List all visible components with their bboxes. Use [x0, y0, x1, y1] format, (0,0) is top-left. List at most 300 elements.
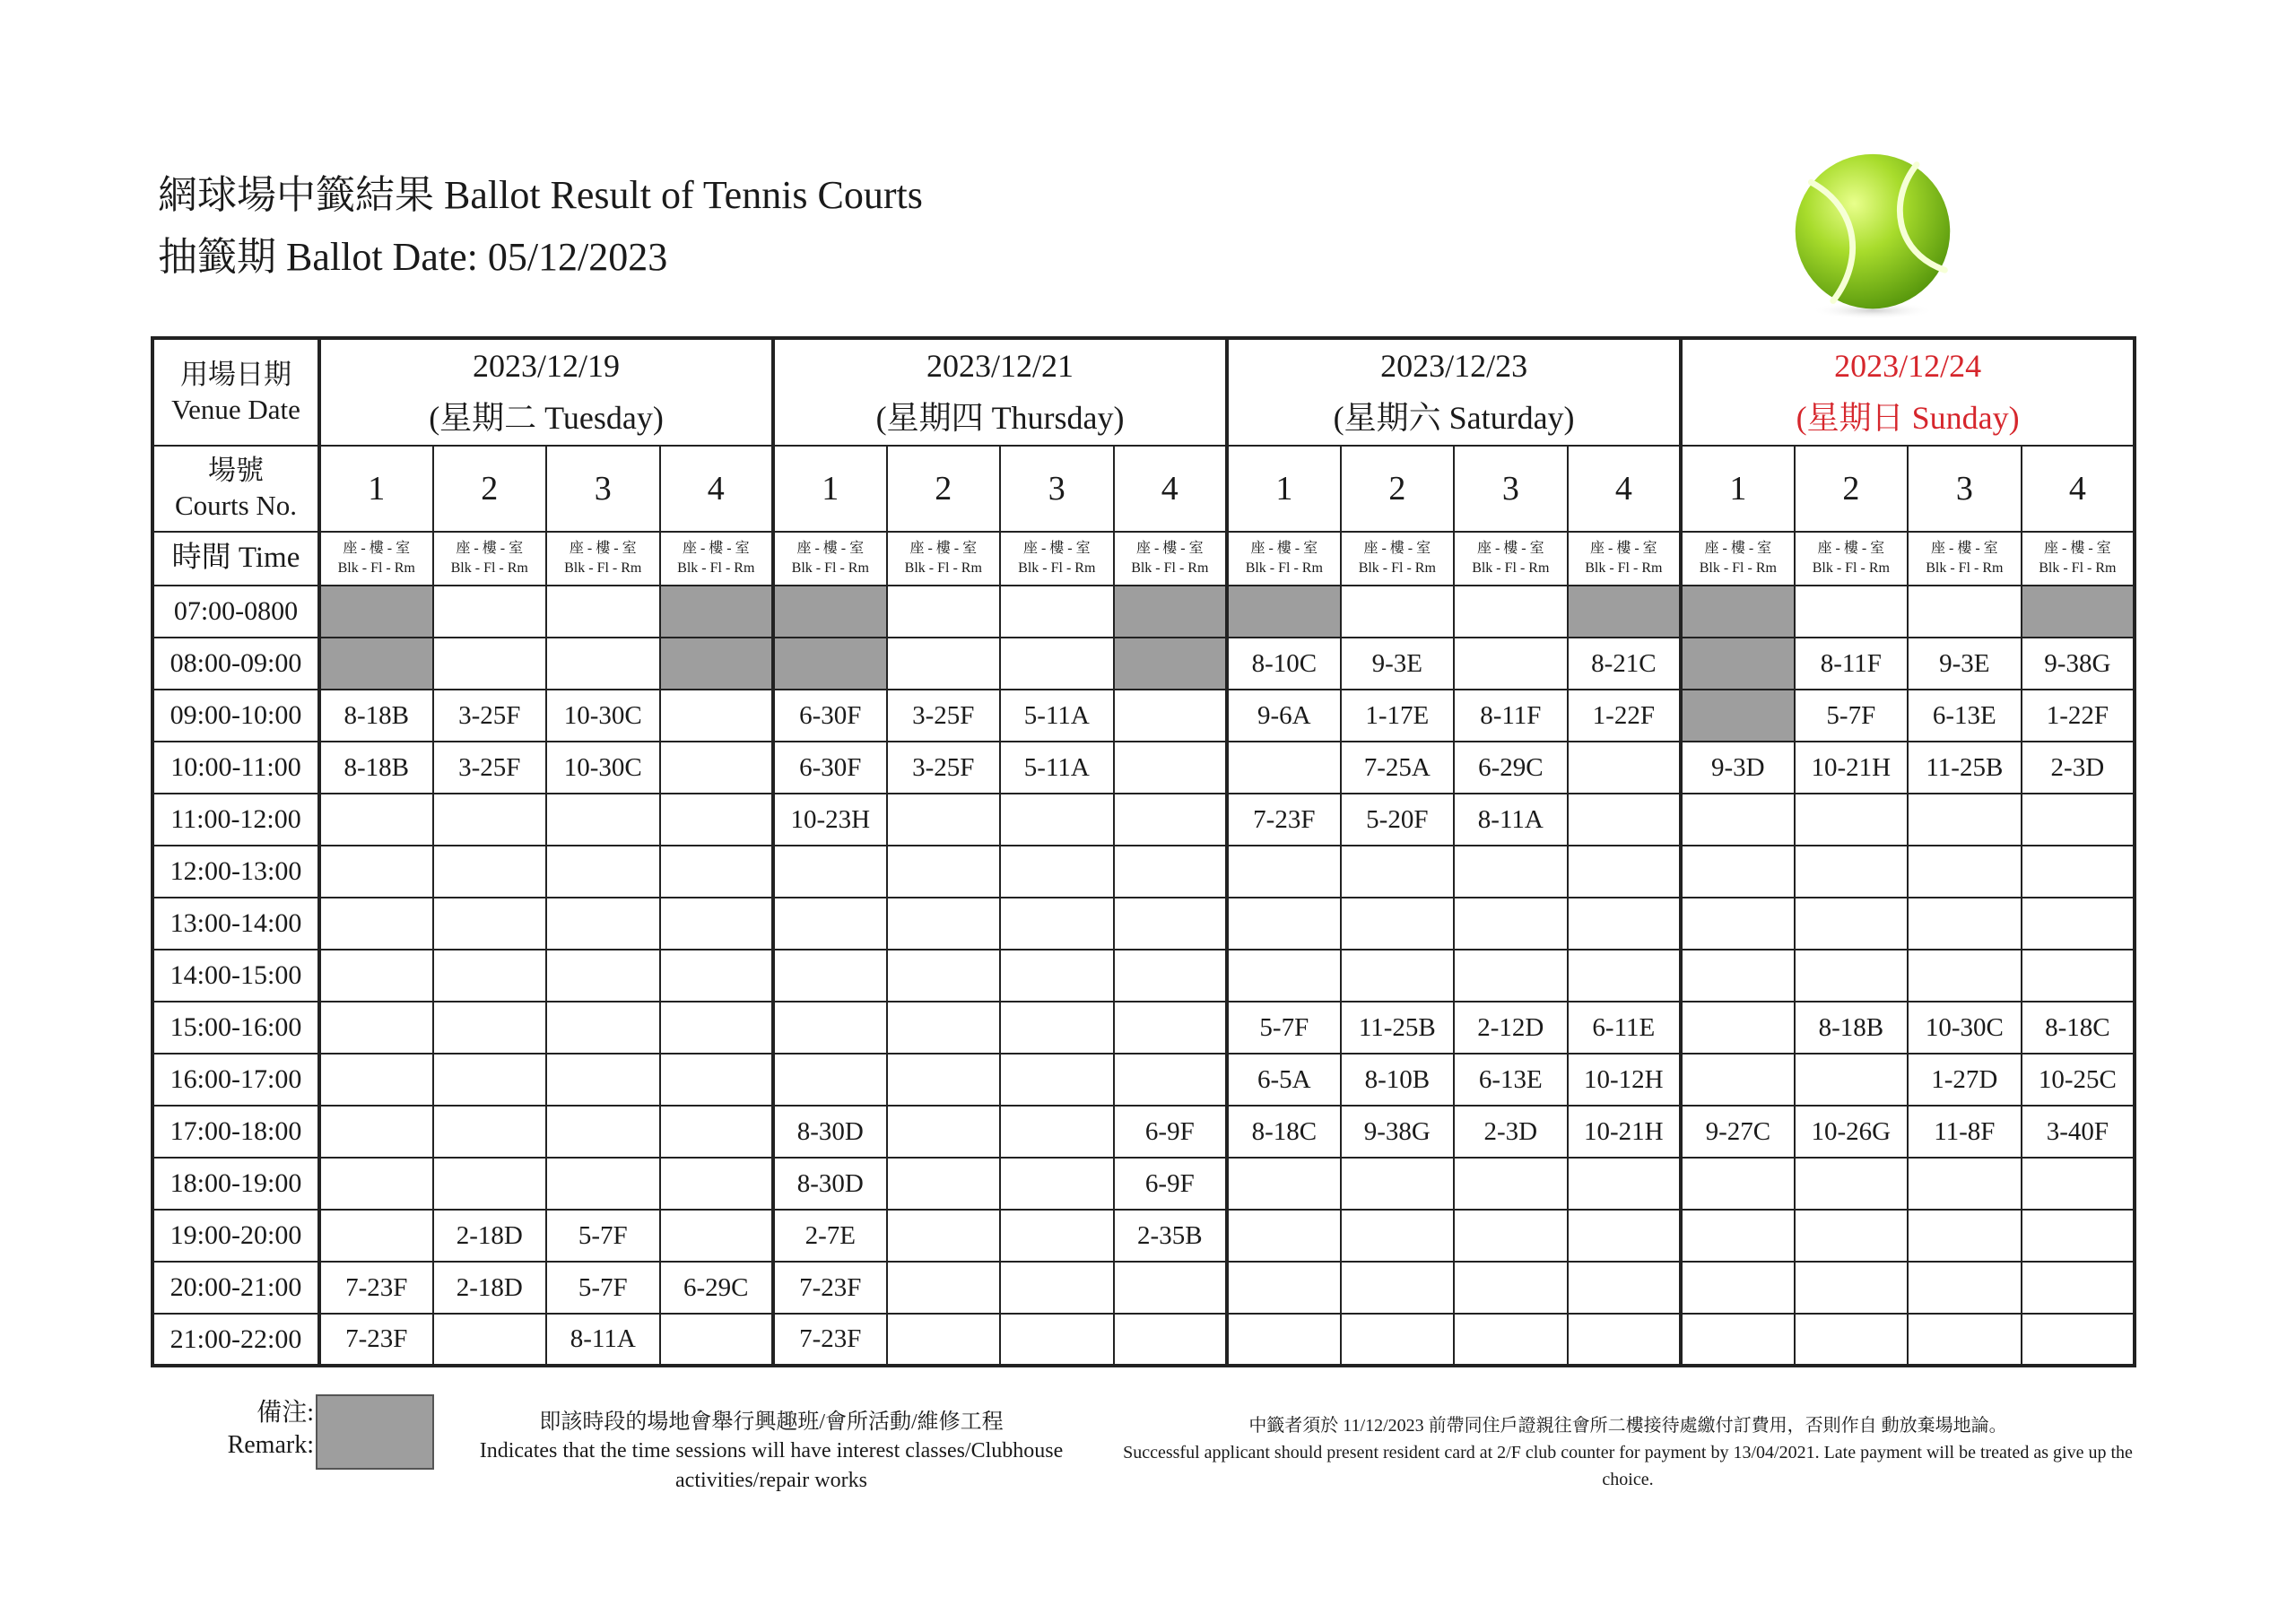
reserved-cell: [2022, 586, 2135, 638]
ballot-cell: 8-30D: [773, 1158, 887, 1210]
ballot-cell: 6-13E: [1908, 690, 2022, 742]
unit-header-en: Blk - Fl - Rm: [677, 560, 755, 576]
ballot-cell: [1795, 1262, 1909, 1314]
ballot-cell: [1795, 586, 1909, 638]
ballot-cell: 6-9F: [1114, 1158, 1228, 1210]
ballot-cell: 10-26G: [1795, 1106, 1909, 1158]
time-slot: 21:00-22:00: [152, 1314, 319, 1366]
unit-header: [660, 532, 774, 586]
ballot-cell: [660, 690, 774, 742]
unit-header-en: Blk - Fl - Rm: [1018, 560, 1096, 576]
ballot-cell: [1000, 950, 1114, 1002]
ballot-cell: [1000, 1054, 1114, 1106]
ballot-cell: [773, 950, 887, 1002]
unit-header-zh: 座 - 樓 - 室: [796, 541, 865, 557]
ballot-cell: [319, 898, 433, 950]
ballot-cell: [1341, 950, 1455, 1002]
unit-header-zh: 座 - 樓 - 室: [1022, 541, 1091, 557]
day-header-1: [319, 338, 773, 446]
day-date: 2023/12/24: [1834, 347, 1982, 384]
ballot-cell: [1000, 586, 1114, 638]
ballot-cell: 8-11A: [546, 1314, 660, 1366]
venue-date-label: [152, 338, 319, 446]
reserved-cell: [660, 586, 774, 638]
time-slot: 14:00-15:00: [152, 950, 319, 1002]
ballot-cell: [1000, 1106, 1114, 1158]
ballot-cell: [887, 794, 1001, 846]
day-weekday: (星期六 Saturday): [1333, 399, 1575, 436]
ballot-cell: [1114, 950, 1228, 1002]
time-slot: 15:00-16:00: [152, 1002, 319, 1054]
ballot-cell: [660, 794, 774, 846]
court-number: 3: [546, 446, 660, 532]
table-row: [152, 1106, 2135, 1158]
table-row: [152, 794, 2135, 846]
court-number: 4: [1568, 446, 1682, 532]
time-label: 時間 Time: [152, 532, 319, 586]
ballot-cell: 8-11F: [1795, 638, 1909, 690]
unit-header-en: Blk - Fl - Rm: [1131, 560, 1209, 576]
ballot-cell: [319, 1054, 433, 1106]
ballot-cell: 1-22F: [2022, 690, 2135, 742]
reserved-cell: [1681, 690, 1795, 742]
reserved-cell: [1681, 638, 1795, 690]
ballot-cell: [887, 1054, 1001, 1106]
venue-date-label-zh: 用場日期: [180, 358, 291, 390]
ballot-cell: [433, 794, 547, 846]
unit-header: [2022, 532, 2135, 586]
ballot-cell: [1681, 1210, 1795, 1262]
ballot-cell: 9-6A: [1227, 690, 1341, 742]
ballot-cell: [546, 1106, 660, 1158]
table-row: [152, 950, 2135, 1002]
unit-header: [1681, 532, 1795, 586]
ballot-cell: [887, 1314, 1001, 1366]
ballot-cell: [1000, 1210, 1114, 1262]
court-number: 1: [1227, 446, 1341, 532]
page-title: 網球場中籤結果 Ballot Result of Tennis Courts: [158, 173, 923, 217]
ballot-cell: [1227, 1210, 1341, 1262]
ballot-cell: [1227, 898, 1341, 950]
court-number: 2: [433, 446, 547, 532]
ballot-cell: [1000, 794, 1114, 846]
ballot-cell: [1114, 690, 1228, 742]
ballot-cell: [1568, 794, 1682, 846]
ballot-cell: [1454, 898, 1568, 950]
ballot-cell: [546, 794, 660, 846]
ballot-cell: [887, 898, 1001, 950]
ballot-cell: 9-27C: [1681, 1106, 1795, 1158]
unit-header-zh: 座 - 樓 - 室: [1704, 541, 1772, 557]
ballot-cell: [319, 950, 433, 1002]
time-slot: 11:00-12:00: [152, 794, 319, 846]
ballot-cell: [1341, 1158, 1455, 1210]
unit-header: [773, 532, 887, 586]
ballot-cell: [1568, 1158, 1682, 1210]
ballot-cell: [1908, 1158, 2022, 1210]
ballot-cell: 7-23F: [773, 1262, 887, 1314]
court-number: 4: [660, 446, 774, 532]
unit-header-en: Blk - Fl - Rm: [1812, 560, 1890, 576]
ballot-cell: 8-18B: [1795, 1002, 1909, 1054]
table-row: [152, 586, 2135, 638]
ballot-cell: [1795, 1054, 1909, 1106]
time-slot: 17:00-18:00: [152, 1106, 319, 1158]
ballot-cell: 5-20F: [1341, 794, 1455, 846]
courts-row: [152, 446, 2135, 532]
ballot-cell: [1454, 638, 1568, 690]
ballot-cell: [1454, 1210, 1568, 1262]
ballot-cell: [433, 1106, 547, 1158]
reserved-cell: [1227, 586, 1341, 638]
title-block: [158, 173, 923, 279]
ballot-cell: 8-11A: [1454, 794, 1568, 846]
ballot-cell: 5-7F: [546, 1262, 660, 1314]
unit-row: [152, 532, 2135, 586]
ballot-cell: [546, 1054, 660, 1106]
ballot-cell: [1454, 1158, 1568, 1210]
ballot-cell: [433, 1158, 547, 1210]
time-slot: 13:00-14:00: [152, 898, 319, 950]
ballot-cell: [1000, 1002, 1114, 1054]
ballot-cell: [1795, 846, 1909, 898]
unit-header-zh: 座 - 樓 - 室: [909, 541, 978, 557]
day-header-3: [1227, 338, 1681, 446]
unit-header: [1908, 532, 2022, 586]
ballot-cell: [1908, 586, 2022, 638]
ballot-cell: 2-12D: [1454, 1002, 1568, 1054]
ballot-cell: 5-7F: [1795, 690, 1909, 742]
ballot-cell: [1681, 898, 1795, 950]
shaded-explanation-en: Indicates that the time sessions will have interest classes/Clubhouse activities/repair works: [479, 1439, 1064, 1492]
ballot-cell: [319, 1106, 433, 1158]
ballot-cell: [433, 638, 547, 690]
ballot-cell: [2022, 898, 2135, 950]
unit-header: [319, 532, 433, 586]
ballot-cell: 7-23F: [773, 1314, 887, 1366]
ballot-cell: 7-25A: [1341, 742, 1455, 794]
ballot-cell: 1-27D: [1908, 1054, 2022, 1106]
ballot-cell: 2-18D: [433, 1210, 547, 1262]
ballot-cell: [546, 638, 660, 690]
unit-header-zh: 座 - 樓 - 室: [1250, 541, 1318, 557]
day-date: 2023/12/21: [926, 347, 1074, 384]
ballot-cell: [660, 950, 774, 1002]
payment-notice: [1121, 1412, 2135, 1493]
ballot-cell: [1681, 794, 1795, 846]
court-number: 1: [319, 446, 433, 532]
ballot-cell: [319, 794, 433, 846]
table-row: [152, 1262, 2135, 1314]
ballot-cell: [1795, 1314, 1909, 1366]
ballot-cell: [546, 846, 660, 898]
unit-header: [1341, 532, 1455, 586]
table-row: [152, 638, 2135, 690]
ballot-cell: [887, 950, 1001, 1002]
time-slot: 19:00-20:00: [152, 1210, 319, 1262]
ballot-cell: [1908, 1210, 2022, 1262]
ballot-cell: [660, 1314, 774, 1366]
unit-header-zh: 座 - 樓 - 室: [2044, 541, 2111, 557]
ballot-cell: [1681, 1054, 1795, 1106]
ballot-cell: 2-35B: [1114, 1210, 1228, 1262]
unit-header-zh: 座 - 樓 - 室: [456, 541, 524, 557]
ballot-cell: [1000, 898, 1114, 950]
ballot-cell: [1114, 1002, 1228, 1054]
unit-header-zh: 座 - 樓 - 室: [682, 541, 750, 557]
ballot-cell: 8-18C: [1227, 1106, 1341, 1158]
ballot-cell: [1795, 898, 1909, 950]
ballot-cell: 7-23F: [319, 1314, 433, 1366]
ballot-cell: [1341, 846, 1455, 898]
ballot-cell: [1000, 1262, 1114, 1314]
ballot-cell: 1-22F: [1568, 690, 1682, 742]
ballot-cell: [2022, 1314, 2135, 1366]
ballot-cell: [887, 586, 1001, 638]
reserved-cell: [773, 586, 887, 638]
ballot-cell: [2022, 794, 2135, 846]
day-date: 2023/12/23: [1380, 347, 1528, 384]
ballot-cell: [1341, 1210, 1455, 1262]
ballot-cell: [1114, 1262, 1228, 1314]
unit-header: [1000, 532, 1114, 586]
time-slot: 12:00-13:00: [152, 846, 319, 898]
ballot-cell: 8-18B: [319, 742, 433, 794]
ballot-cell: [1114, 794, 1228, 846]
ballot-cell: [1341, 1314, 1455, 1366]
ballot-cell: [1114, 1054, 1228, 1106]
ballot-cell: 6-29C: [1454, 742, 1568, 794]
ballot-cell: [433, 586, 547, 638]
ballot-cell: 8-30D: [773, 1106, 887, 1158]
ballot-cell: [1000, 1314, 1114, 1366]
table-row: [152, 898, 2135, 950]
ballot-cell: [1227, 950, 1341, 1002]
ballot-cell: [1568, 846, 1682, 898]
unit-header-en: Blk - Fl - Rm: [337, 560, 415, 576]
ballot-cell: 2-7E: [773, 1210, 887, 1262]
ballot-cell: 3-25F: [433, 690, 547, 742]
day-weekday: (星期四 Thursday): [875, 399, 1125, 436]
ballot-cell: 10-30C: [546, 742, 660, 794]
ballot-cell: [1795, 1210, 1909, 1262]
unit-header-en: Blk - Fl - Rm: [564, 560, 642, 576]
ballot-cell: [887, 1106, 1001, 1158]
ballot-cell: 10-21H: [1795, 742, 1909, 794]
court-number: 3: [1908, 446, 2022, 532]
ballot-cell: [319, 1002, 433, 1054]
ballot-cell: [1114, 898, 1228, 950]
ballot-cell: [1454, 1262, 1568, 1314]
reserved-cell: [660, 638, 774, 690]
shaded-explanation-zh: 即該時段的場地會舉行興趣班/會所活動/維修工程: [539, 1410, 1004, 1434]
ballot-cell: 10-30C: [1908, 1002, 2022, 1054]
ballot-cell: [1227, 1314, 1341, 1366]
ballot-cell: [1681, 1002, 1795, 1054]
ballot-cell: 5-7F: [1227, 1002, 1341, 1054]
ballot-cell: 3-25F: [887, 742, 1001, 794]
time-slot: 10:00-11:00: [152, 742, 319, 794]
ballot-cell: [1227, 1158, 1341, 1210]
ballot-cell: [319, 1158, 433, 1210]
ballot-cell: [546, 1002, 660, 1054]
ballot-cell: 5-11A: [1000, 742, 1114, 794]
tennis-ball-icon: [1785, 147, 1961, 323]
unit-header-en: Blk - Fl - Rm: [2039, 560, 2117, 576]
court-number: 1: [1681, 446, 1795, 532]
court-number: 3: [1000, 446, 1114, 532]
ballot-cell: 11-25B: [1341, 1002, 1455, 1054]
unit-header: [1114, 532, 1228, 586]
ballot-cell: 5-11A: [1000, 690, 1114, 742]
time-slot: 20:00-21:00: [152, 1262, 319, 1314]
unit-header: [1568, 532, 1682, 586]
day-weekday: (星期日 Sunday): [1796, 399, 2020, 436]
ballot-cell: [1227, 742, 1341, 794]
day-header-4: [1681, 338, 2135, 446]
payment-notice-en: Successful applicant should present resident card at 2/F club counter for payment by 13/04/2021. Late payment will be treated as give up the choice.: [1123, 1443, 2133, 1489]
unit-header-zh: 座 - 樓 - 室: [1135, 541, 1204, 557]
ballot-cell: [1568, 950, 1682, 1002]
ballot-cell: [887, 638, 1001, 690]
court-number: 3: [1454, 446, 1568, 532]
ballot-cell: [660, 898, 774, 950]
remark-label-zh: 備注:: [257, 1399, 314, 1427]
ballot-cell: [2022, 1210, 2135, 1262]
ballot-cell: 5-7F: [546, 1210, 660, 1262]
ballot-cell: [1341, 586, 1455, 638]
unit-header-zh: 座 - 樓 - 室: [1363, 541, 1431, 557]
ballot-cell: 6-11E: [1568, 1002, 1682, 1054]
day-date: 2023/12/19: [473, 347, 621, 384]
reserved-cell: [319, 638, 433, 690]
ballot-cell: 2-3D: [2022, 742, 2135, 794]
ballot-cell: 7-23F: [1227, 794, 1341, 846]
ballot-cell: [887, 1002, 1001, 1054]
ballot-cell: 6-30F: [773, 690, 887, 742]
courts-label-en: Courts No.: [174, 490, 298, 521]
unit-header-zh: 座 - 樓 - 室: [1476, 541, 1544, 557]
ballot-cell: [773, 846, 887, 898]
ballot-cell: 11-8F: [1908, 1106, 2022, 1158]
ballot-cell: 6-13E: [1454, 1054, 1568, 1106]
unit-header-en: Blk - Fl - Rm: [1358, 560, 1436, 576]
ballot-cell: [1908, 1314, 2022, 1366]
ballot-cell: [546, 898, 660, 950]
payment-notice-zh: 中籤者須於 11/12/2023 前帶同住戶證親往會所二樓接待處繳付訂費用，否則作自 動放棄場地論。: [1248, 1416, 2007, 1436]
ballot-cell: [1568, 898, 1682, 950]
ballot-cell: [773, 898, 887, 950]
ballot-cell: 6-29C: [660, 1262, 774, 1314]
ballot-cell: [319, 846, 433, 898]
unit-header-zh: 座 - 樓 - 室: [1589, 541, 1657, 557]
ballot-cell: [1795, 794, 1909, 846]
ballot-cell: 8-21C: [1568, 638, 1682, 690]
ballot-cell: 8-10C: [1227, 638, 1341, 690]
unit-header-en: Blk - Fl - Rm: [791, 560, 869, 576]
ballot-cell: [2022, 846, 2135, 898]
reserved-cell: [319, 586, 433, 638]
courts-label-zh: 場號: [208, 455, 264, 487]
shaded-explanation: [444, 1408, 1099, 1495]
unit-header-en: Blk - Fl - Rm: [1585, 560, 1663, 576]
ballot-cell: [1908, 950, 2022, 1002]
ballot-cell: [1568, 742, 1682, 794]
ballot-cell: 6-9F: [1114, 1106, 1228, 1158]
ballot-cell: 8-18C: [2022, 1002, 2135, 1054]
table-row: [152, 1158, 2135, 1210]
ballot-cell: [1681, 1314, 1795, 1366]
ballot-cell: 1-17E: [1341, 690, 1455, 742]
ballot-cell: 10-12H: [1568, 1054, 1682, 1106]
shaded-swatch: [316, 1394, 434, 1470]
ballot-cell: 11-25B: [1908, 742, 2022, 794]
ballot-cell: 3-40F: [2022, 1106, 2135, 1158]
ballot-cell: [433, 846, 547, 898]
ballot-cell: [660, 742, 774, 794]
table-row: [152, 1210, 2135, 1262]
ballot-cell: [660, 1054, 774, 1106]
ballot-cell: [887, 1262, 1001, 1314]
time-slot: 08:00-09:00: [152, 638, 319, 690]
unit-header: [887, 532, 1001, 586]
time-slot: 09:00-10:00: [152, 690, 319, 742]
ballot-cell: 9-3E: [1908, 638, 2022, 690]
unit-header: [546, 532, 660, 586]
ballot-cell: 10-25C: [2022, 1054, 2135, 1106]
court-number: 4: [2022, 446, 2135, 532]
remark-label-en: Remark:: [227, 1431, 314, 1460]
ballot-cell: [1000, 846, 1114, 898]
unit-header-en: Blk - Fl - Rm: [904, 560, 982, 576]
ballot-cell: [660, 846, 774, 898]
table-row: [152, 1054, 2135, 1106]
ballot-cell: 7-23F: [319, 1262, 433, 1314]
ballot-cell: 3-25F: [433, 742, 547, 794]
ballot-cell: [1681, 950, 1795, 1002]
ballot-cell: 9-3E: [1341, 638, 1455, 690]
ballot-cell: 9-3D: [1681, 742, 1795, 794]
ballot-cell: [1568, 1210, 1682, 1262]
time-slot: 18:00-19:00: [152, 1158, 319, 1210]
ballot-cell: [1908, 898, 2022, 950]
ballot-cell: [1681, 1158, 1795, 1210]
unit-header: [1227, 532, 1341, 586]
ballot-cell: 2-3D: [1454, 1106, 1568, 1158]
ballot-cell: [1568, 1262, 1682, 1314]
ballot-cell: [1114, 1314, 1228, 1366]
table-row: [152, 690, 2135, 742]
ballot-cell: [773, 1002, 887, 1054]
ballot-cell: [1341, 898, 1455, 950]
time-slot: 07:00-0800: [152, 586, 319, 638]
ballot-cell: [2022, 1158, 2135, 1210]
unit-header-zh: 座 - 樓 - 室: [343, 541, 411, 557]
ballot-cell: [1908, 846, 2022, 898]
court-number: 2: [887, 446, 1001, 532]
ballot-cell: 3-25F: [887, 690, 1001, 742]
unit-header: [1454, 532, 1568, 586]
ballot-cell: 8-11F: [1454, 690, 1568, 742]
ballot-cell: [319, 1210, 433, 1262]
ballot-cell: [1908, 1262, 2022, 1314]
ballot-cell: [1908, 794, 2022, 846]
ballot-cell: 10-21H: [1568, 1106, 1682, 1158]
ballot-cell: 6-5A: [1227, 1054, 1341, 1106]
ballot-cell: [433, 1314, 547, 1366]
ballot-cell: [1454, 1314, 1568, 1366]
ballot-cell: [1568, 1314, 1682, 1366]
